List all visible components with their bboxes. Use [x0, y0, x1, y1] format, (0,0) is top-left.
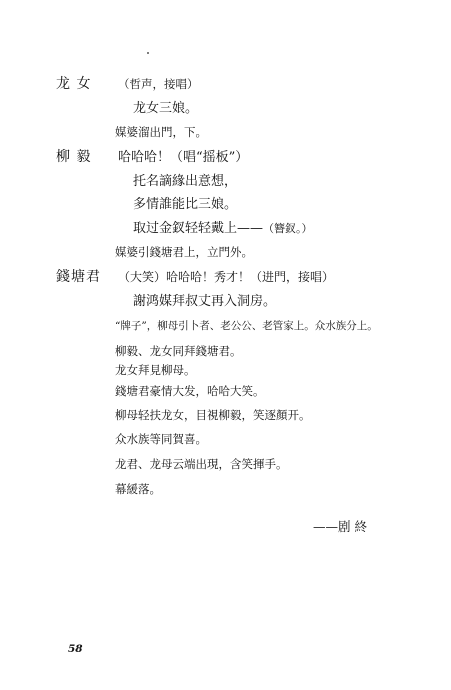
stage-direction: 龙君、龙母云端出現，含笑揮手。: [115, 457, 288, 471]
sung-line: [133, 222, 313, 235]
sung-line: 龙女三娘。: [133, 101, 199, 116]
scan-speck: [147, 52, 149, 54]
speaker-name: 錢塘君: [56, 269, 101, 285]
stage-direction: 众水族等同賀喜。: [115, 432, 207, 446]
stage-direction: 龙女拜見柳母。: [115, 363, 196, 377]
stage-note: （簪釵。）: [263, 222, 313, 235]
stage-direction: （哲声，接唱）: [118, 77, 199, 91]
stage-direction: 柳毅、龙女同拜錢塘君。: [115, 344, 242, 358]
sung-line: 托名謫緣出意想，: [133, 174, 238, 189]
sung-text: 取过金釵轻轻戴上——: [133, 221, 264, 236]
sung-line: 謝鸿媒拜叔丈再入洞房。: [133, 294, 277, 309]
stage-direction: 柳母轻扶龙女，目視柳毅，笑逐顏开。: [115, 408, 311, 422]
stage-direction: 錢塘君豪情大发，哈哈大笑。: [115, 384, 265, 398]
dialogue-line: 哈哈哈！（唱“摇板”）: [118, 150, 249, 165]
stage-direction: “牌子”，柳母引卜者、老公公、老管家上。众水族分上。: [115, 320, 378, 332]
dialogue-line: （大笑）哈哈哈！秀才！（进門，接唱）: [118, 270, 335, 284]
page-number: 58: [68, 643, 83, 655]
stage-direction: 媒婆引錢塘君上，立門外。: [115, 245, 253, 259]
speaker-name: 柳 毅: [56, 149, 92, 165]
sung-line: 多情誰能比三娘。: [133, 197, 238, 212]
speaker-name: 龙 女: [56, 76, 92, 92]
stage-direction: 幕緩落。: [115, 482, 161, 496]
end-mark: ——剧 終: [313, 519, 367, 534]
stage-direction: 媒婆溜出門，下。: [115, 125, 207, 139]
